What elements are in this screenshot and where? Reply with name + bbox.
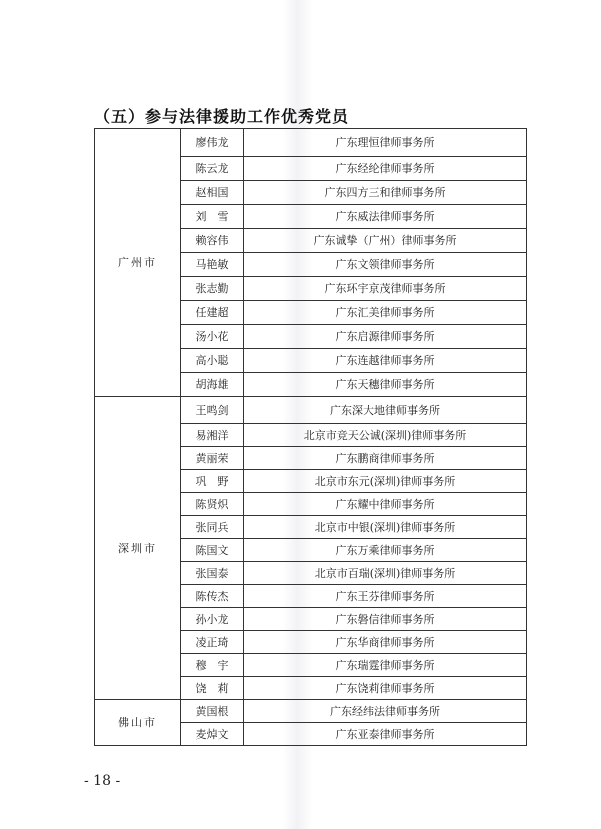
law-firm: 广东鹏商律师事务所: [244, 447, 527, 470]
member-name: 凌正琦: [181, 631, 244, 654]
member-name: 黄丽荣: [181, 447, 244, 470]
member-name: 饶 莉: [181, 677, 244, 700]
member-name: 巩 野: [181, 470, 244, 493]
member-name: 任建超: [181, 301, 244, 325]
page-number: - 18 -: [84, 773, 121, 789]
member-name: 张志勤: [181, 277, 244, 301]
member-name: 张同兵: [181, 516, 244, 539]
law-firm: 广东王芬律师事务所: [244, 585, 527, 608]
member-name: 陈传杰: [181, 585, 244, 608]
member-name: 高小聪: [181, 349, 244, 373]
law-firm: 北京市百瑞(深圳)律师事务所: [244, 562, 527, 585]
member-name: 廖伟龙: [181, 129, 244, 157]
law-firm: 广东经纬法律师事务所: [244, 700, 527, 723]
table-row: [95, 700, 527, 723]
table-row: [95, 397, 527, 424]
member-name: 易湘洋: [181, 424, 244, 447]
member-table: [94, 128, 527, 746]
member-name: 马艳敏: [181, 253, 244, 277]
member-name: 孙小龙: [181, 608, 244, 631]
law-firm: 北京市中银(深圳)律师事务所: [244, 516, 527, 539]
law-firm: 广东经纶律师事务所: [244, 157, 527, 181]
law-firm: 广东天穗律师事务所: [244, 373, 527, 397]
member-name: 王鸣剑: [181, 397, 244, 424]
law-firm: 广东深大地律师事务所: [244, 397, 527, 424]
law-firm: 广东理恒律师事务所: [244, 129, 527, 157]
member-name: 穆 宇: [181, 654, 244, 677]
member-table-body: [95, 129, 527, 746]
law-firm: 广东启源律师事务所: [244, 325, 527, 349]
law-firm: 广东饶莉律师事务所: [244, 677, 527, 700]
member-name: 陈国文: [181, 539, 244, 562]
law-firm: 北京市东元(深圳)律师事务所: [244, 470, 527, 493]
city-cell: 佛山市: [95, 700, 181, 746]
member-name: 麦焯文: [181, 723, 244, 746]
member-name: 张国泰: [181, 562, 244, 585]
law-firm: 广东文领律师事务所: [244, 253, 527, 277]
law-firm: 广东万乘律师事务所: [244, 539, 527, 562]
law-firm: 广东诚挚（广州）律师事务所: [244, 229, 527, 253]
law-firm: 广东华商律师事务所: [244, 631, 527, 654]
law-firm: 广东汇美律师事务所: [244, 301, 527, 325]
law-firm: 广东瑞霆律师事务所: [244, 654, 527, 677]
member-name: 赵相国: [181, 181, 244, 205]
member-name: 刘 雪: [181, 205, 244, 229]
law-firm: 广东耀中律师事务所: [244, 493, 527, 516]
member-name: 胡海雄: [181, 373, 244, 397]
member-name: 赖容伟: [181, 229, 244, 253]
member-name: 黄国根: [181, 700, 244, 723]
member-name: 陈贤炽: [181, 493, 244, 516]
table-row: [95, 129, 527, 157]
law-firm: 广东磐信律师事务所: [244, 608, 527, 631]
law-firm: 广东威法律师事务所: [244, 205, 527, 229]
member-name: 汤小花: [181, 325, 244, 349]
member-name: 陈云龙: [181, 157, 244, 181]
section-title: （五）参与法律援助工作优秀党员: [94, 107, 350, 126]
city-cell: 深圳市: [95, 397, 181, 700]
law-firm: 广东连越律师事务所: [244, 349, 527, 373]
law-firm: 广东亚泰律师事务所: [244, 723, 527, 746]
law-firm: 广东环宇京茂律师事务所: [244, 277, 527, 301]
law-firm: 北京市竞天公诚(深圳)律师事务所: [244, 424, 527, 447]
city-cell: 广州市: [95, 129, 181, 397]
law-firm: 广东四方三和律师事务所: [244, 181, 527, 205]
